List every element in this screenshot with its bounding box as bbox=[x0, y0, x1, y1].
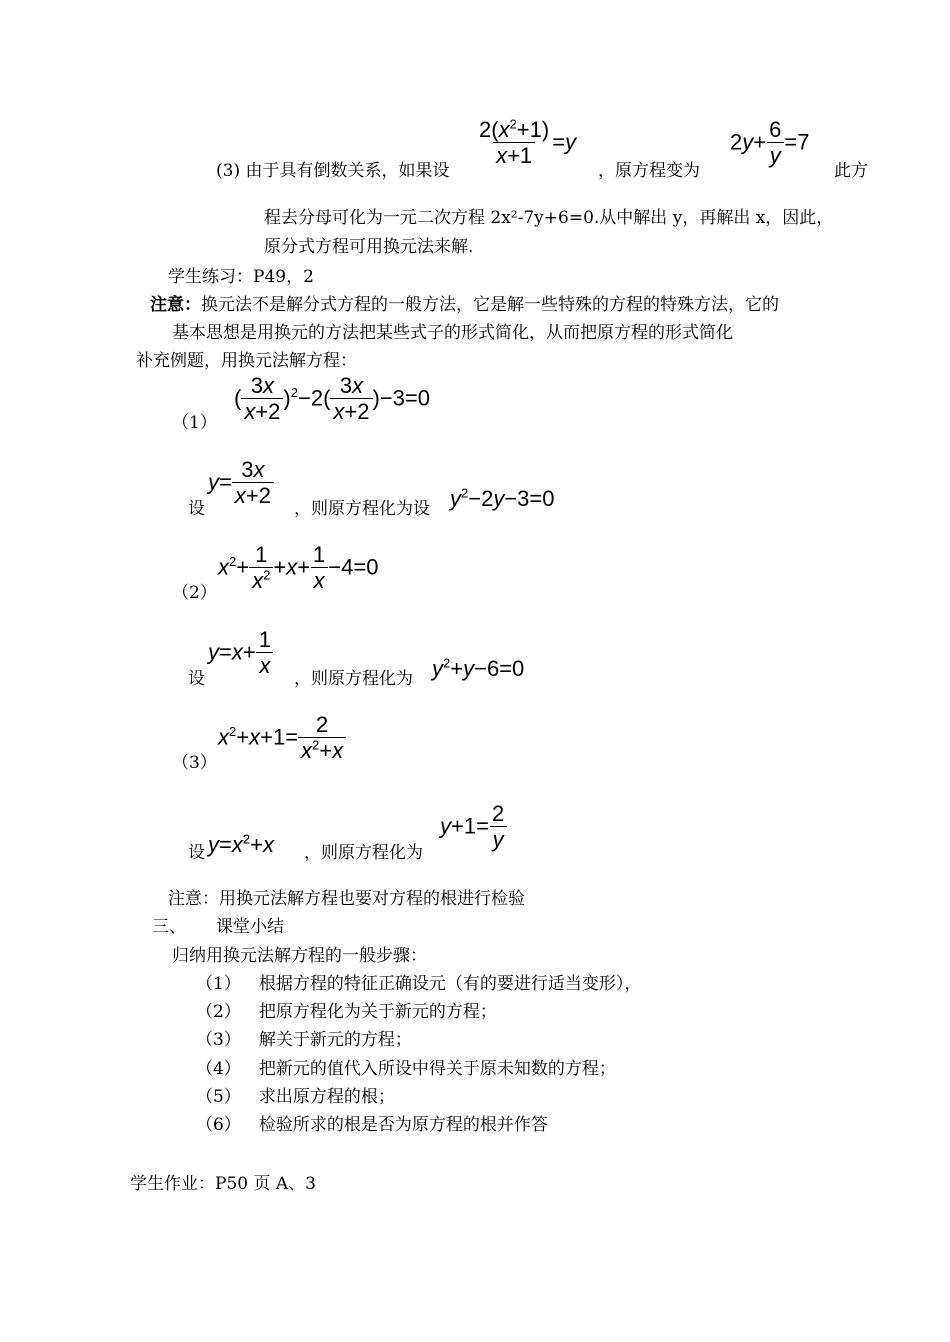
step-text: 根据方程的特征正确设元（有的要进行适当变形）， bbox=[258, 974, 642, 994]
practice-line: 学生练习：P49，2 bbox=[168, 267, 314, 287]
step-text: 解关于新元的方程； bbox=[258, 1030, 412, 1050]
note1-line2: 基本思想是用换元的方法把某些式子的形式简化，从而把原方程的形式简化 bbox=[172, 323, 733, 343]
example2-result-label: ，则原方程化为 bbox=[294, 669, 413, 689]
summary-step-5 bbox=[196, 1086, 395, 1108]
summary-step-6 bbox=[196, 1114, 548, 1136]
example3-substitution: $y=x^2+x$ bbox=[208, 831, 274, 857]
summary-heading bbox=[152, 916, 284, 938]
step-text: 检验所求的根是否为原方程的根并作答 bbox=[258, 1115, 548, 1135]
supplement-heading: 补充例题，用换元法解方程： bbox=[136, 351, 357, 371]
step-number: （6） bbox=[196, 1115, 241, 1135]
step-number: （1） bbox=[196, 974, 241, 994]
example1-result-label: ，则原方程化为设 bbox=[294, 499, 430, 519]
example3-result-equation: y+1= $\frac{2}{y}$ bbox=[440, 802, 507, 853]
ex3-substitution-formula: $\frac{2(x^2+1)}{x+1}$ =y bbox=[479, 116, 577, 168]
example1-result-equation: $y^2-2y-3=0$ bbox=[450, 485, 555, 511]
example3-set-label: 设 bbox=[188, 843, 205, 863]
summary-step-1 bbox=[196, 973, 641, 995]
summary-heading-text: 课堂小结 bbox=[216, 917, 284, 937]
example2-number: （2） bbox=[172, 583, 217, 603]
ex3-line3: 原分式方程可用换元法来解. bbox=[264, 237, 474, 257]
note1-line1 bbox=[150, 294, 779, 316]
example2-substitution: y=x+ $\frac{1}{x}$ bbox=[208, 628, 274, 679]
note1-label: 注意： bbox=[150, 295, 201, 315]
ex3-transformed-equation: 2y+ $\frac{6}{y}$ =7 bbox=[730, 117, 810, 168]
step-number: （5） bbox=[196, 1087, 241, 1107]
example2-equation: $x^2+$ $\frac{1}{x^2}$ +x+ $\frac{1}{x}$ −4=0 bbox=[218, 542, 379, 593]
ex3-comma-mid: ，原方程变为 bbox=[598, 161, 700, 181]
summary-step-3 bbox=[196, 1029, 412, 1051]
step-number: （4） bbox=[196, 1059, 241, 1079]
example1-set-label: 设 bbox=[188, 499, 205, 519]
example3-result-label: ，则原方程化为 bbox=[304, 843, 423, 863]
example2-result-equation: $y^2+y-6=0$ bbox=[432, 655, 525, 681]
summary-heading-number: 三、 bbox=[152, 917, 186, 937]
homework-line: 学生作业：P50 页 A、3 bbox=[130, 1174, 316, 1194]
ex3-line1-suffix: 此方 bbox=[834, 161, 868, 181]
summary-intro: 归纳用换元法解方程的一般步骤： bbox=[172, 946, 427, 966]
ex3-line1-prefix: (3) 由于具有倒数关系，如果设 bbox=[216, 161, 450, 181]
summary-step-2 bbox=[196, 1001, 497, 1023]
note1-text1: 换元法不是解分式方程的一般方法，它是解一些特殊的方程的特殊方法，它的 bbox=[201, 295, 779, 315]
example3-equation: $x^2+x+1=$ $\frac{2}{x^2+x}$ bbox=[218, 713, 346, 764]
example1-number: （1） bbox=[172, 413, 217, 433]
example1-equation: ( $\frac{3x}{x+2}$ )$^2$−2( $\frac{3x}{x+2}$ )−3=0 bbox=[234, 373, 430, 424]
step-number: （2） bbox=[196, 1002, 241, 1022]
step-text: 求出原方程的根； bbox=[258, 1087, 395, 1107]
step-text: 把原方程化为关于新元的方程； bbox=[258, 1002, 497, 1022]
example3-number: （3） bbox=[172, 753, 217, 773]
ex3-line2: 程去分母可化为一元二次方程 2x²-7y+6=0.从中解出 y，再解出 x，因此， bbox=[264, 208, 834, 228]
step-text: 把新元的值代入所设中得关于原未知数的方程； bbox=[258, 1059, 616, 1079]
summary-step-4 bbox=[196, 1058, 616, 1080]
note2-line: 注意：用换元法解方程也要对方程的根进行检验 bbox=[168, 889, 525, 909]
step-number: （3） bbox=[196, 1030, 241, 1050]
example1-substitution: y= $\frac{3x}{x+2}$ bbox=[208, 458, 274, 509]
example2-set-label: 设 bbox=[188, 669, 205, 689]
